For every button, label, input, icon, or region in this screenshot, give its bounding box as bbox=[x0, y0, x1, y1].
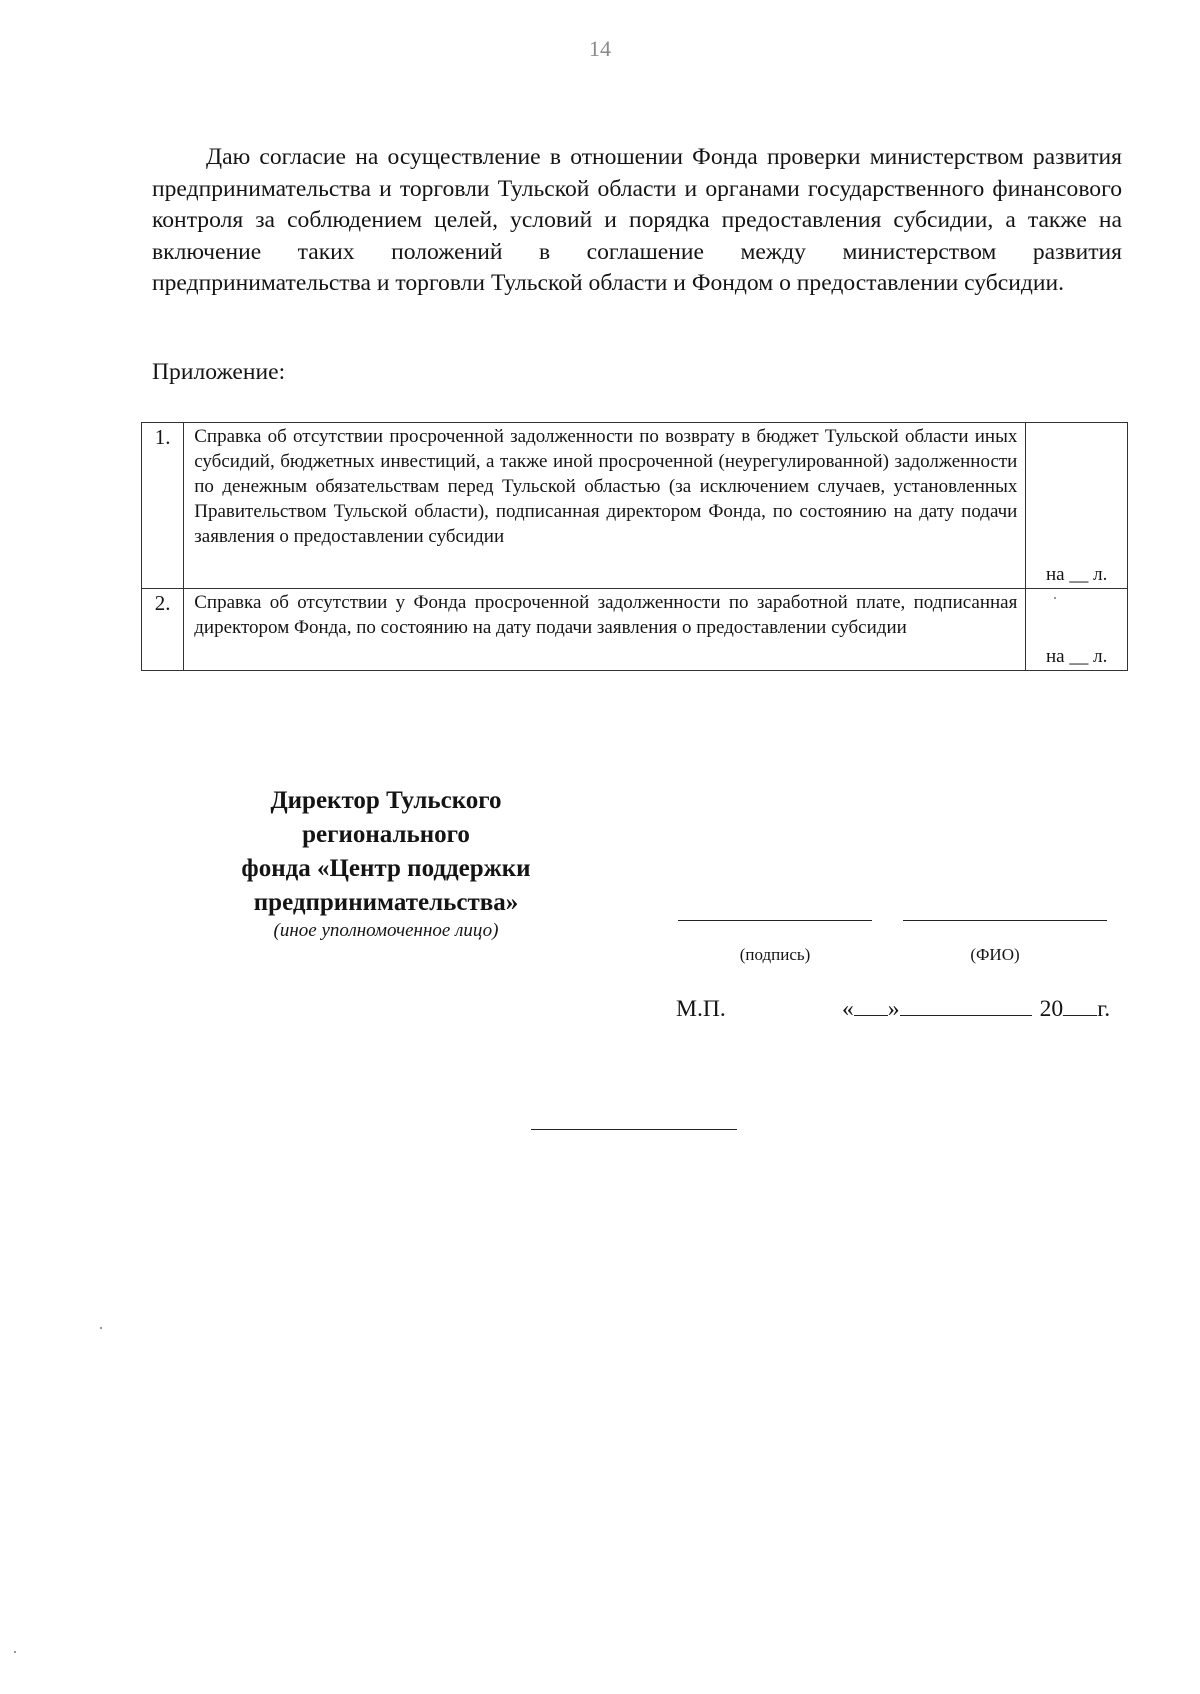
year-prefix: 20 bbox=[1039, 996, 1064, 1022]
date-close-quote: » bbox=[887, 996, 900, 1022]
consent-paragraph: Даю согласие на осуществление в отношении Фонда проверки министерством развития предпринимательства и торговли Тульской области и органами государственного финансового контроля за соблюдением целей, условий и порядка предоставления субсидии, а также на включение таких положений в соглашение между министерством развития предпринимательства и торговли Тульской области и Фондом о предоставлении субсидии. bbox=[152, 144, 1122, 297]
item-number: 1. bbox=[142, 423, 184, 589]
item-pages: на __ л. bbox=[1046, 564, 1108, 585]
year-blank bbox=[1063, 997, 1097, 1016]
signature-line bbox=[678, 920, 872, 921]
signer-subtitle: (иное уполномоченное лицо) bbox=[273, 920, 499, 941]
signer-title-line: предпринимательства» bbox=[253, 889, 519, 916]
item-pages: на __ л. bbox=[1046, 646, 1108, 667]
month-blank bbox=[900, 997, 1032, 1016]
name-line bbox=[903, 920, 1107, 921]
year-suffix: г. bbox=[1097, 996, 1111, 1022]
scan-speck bbox=[100, 1327, 102, 1329]
signer-block bbox=[196, 784, 576, 942]
stamp-label: М.П. bbox=[676, 996, 726, 1022]
date-row bbox=[842, 996, 1110, 1023]
item-pages-cell bbox=[1026, 589, 1128, 671]
appendix-table bbox=[141, 422, 1128, 671]
item-description: Справка об отсутствии у Фонда просроченной задолженности по заработной плате, подписанная директором Фонда, по состоянию на дату подачи заявления о предоставлении субсидии bbox=[184, 589, 1026, 671]
day-blank bbox=[854, 997, 888, 1016]
scan-speck bbox=[1054, 597, 1056, 599]
item-description: Справка об отсутствии просроченной задолженности по возврату в бюджет Тульской области иных субсидий, бюджетных инвестиций, а также иной просроченной (неурегулированной) задолженности по денежным обязательствам перед Тульской областью (за исключением случаев, установленных Правительством Тульской области), подписанная директором Фонда, по состоянию на дату подачи заявления о предоставлении субсидии bbox=[184, 423, 1026, 589]
signer-title-line: регионального bbox=[302, 821, 470, 848]
item-pages-cell bbox=[1026, 423, 1128, 589]
scan-speck bbox=[14, 1651, 16, 1653]
signer-title-line: Директор Тульского bbox=[270, 787, 502, 814]
name-caption: (ФИО) bbox=[970, 945, 1020, 964]
page-number: 14 bbox=[589, 36, 611, 61]
table-row bbox=[142, 423, 1128, 589]
date-open-quote: « bbox=[842, 996, 854, 1022]
item-number: 2. bbox=[142, 589, 184, 671]
appendix-heading: Приложение: bbox=[152, 359, 286, 385]
signature-caption: (подпись) bbox=[739, 945, 811, 964]
signer-title-line: фонда «Центр поддержки bbox=[241, 855, 531, 882]
end-rule bbox=[531, 1129, 737, 1130]
table-row bbox=[142, 589, 1128, 671]
